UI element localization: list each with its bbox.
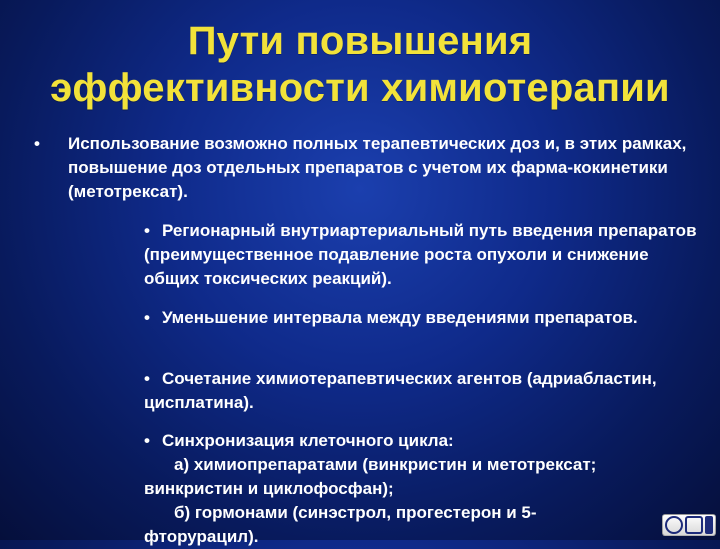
- sub-bullet-4: [144, 429, 704, 549]
- sub-bullet-4-line-5: фторурацил).: [144, 527, 259, 546]
- main-bullet-text: Использование возможно полных терапевтических доз и, в этих рамках, повышение доз отдельных препаратов с учетом их фарма-кокинетики (метотрексат).: [68, 134, 687, 201]
- sub-bullet-4-text: [144, 429, 704, 549]
- sub-bullet-4-line-4: б) гормонами (синэстрол, прогестерон и 5-: [174, 503, 537, 522]
- logo-square-icon: [685, 516, 703, 534]
- title-line-1: Пути повышения: [187, 19, 533, 63]
- main-bullet-dot: •: [34, 134, 40, 153]
- main-bullet: [34, 132, 694, 204]
- sub-bullet-4-line-3: винкристин и циклофосфан);: [144, 479, 394, 498]
- sub-bullet-2-text: [144, 306, 664, 330]
- sub-bullet-1-content: Регионарный внутриартериальный путь введения препаратов (преимущественное подавление роста опухоли и снижение общих токсических реакций).: [144, 221, 697, 288]
- sub-bullet-1-dot: •: [144, 221, 150, 240]
- title-line-2: эффективности химиотерапии: [50, 66, 670, 110]
- logo-icon: [662, 514, 716, 536]
- sub-bullet-2-content: Уменьшение интервала между введениями препаратов.: [161, 308, 638, 327]
- sub-bullet-2: [144, 306, 664, 330]
- sub-bullet-2-dot: •: [144, 308, 150, 327]
- sub-bullet-4-line-1-text: Синхронизация клеточного цикла:: [161, 431, 454, 450]
- sub-bullet-3-text: [144, 367, 664, 415]
- sub-bullet-3-content: Сочетание химиотерапевтических агентов (адриабластин, цисплатина).: [144, 369, 657, 412]
- logo-bar-icon: [705, 516, 713, 534]
- slide-title: [0, 18, 720, 112]
- sub-bullet-3-dot: •: [144, 369, 150, 388]
- sub-bullet-3: [144, 367, 664, 415]
- sub-bullet-4-dot: •: [144, 431, 150, 450]
- sub-bullet-4-line-2: а) химиопрепаратами (винкристин и метотрексат;: [174, 455, 597, 474]
- sub-bullet-4-line-1: [144, 429, 704, 453]
- sub-bullet-1-text: [144, 219, 704, 291]
- logo-circle-icon: [665, 516, 683, 534]
- sub-bullet-1: [144, 219, 704, 291]
